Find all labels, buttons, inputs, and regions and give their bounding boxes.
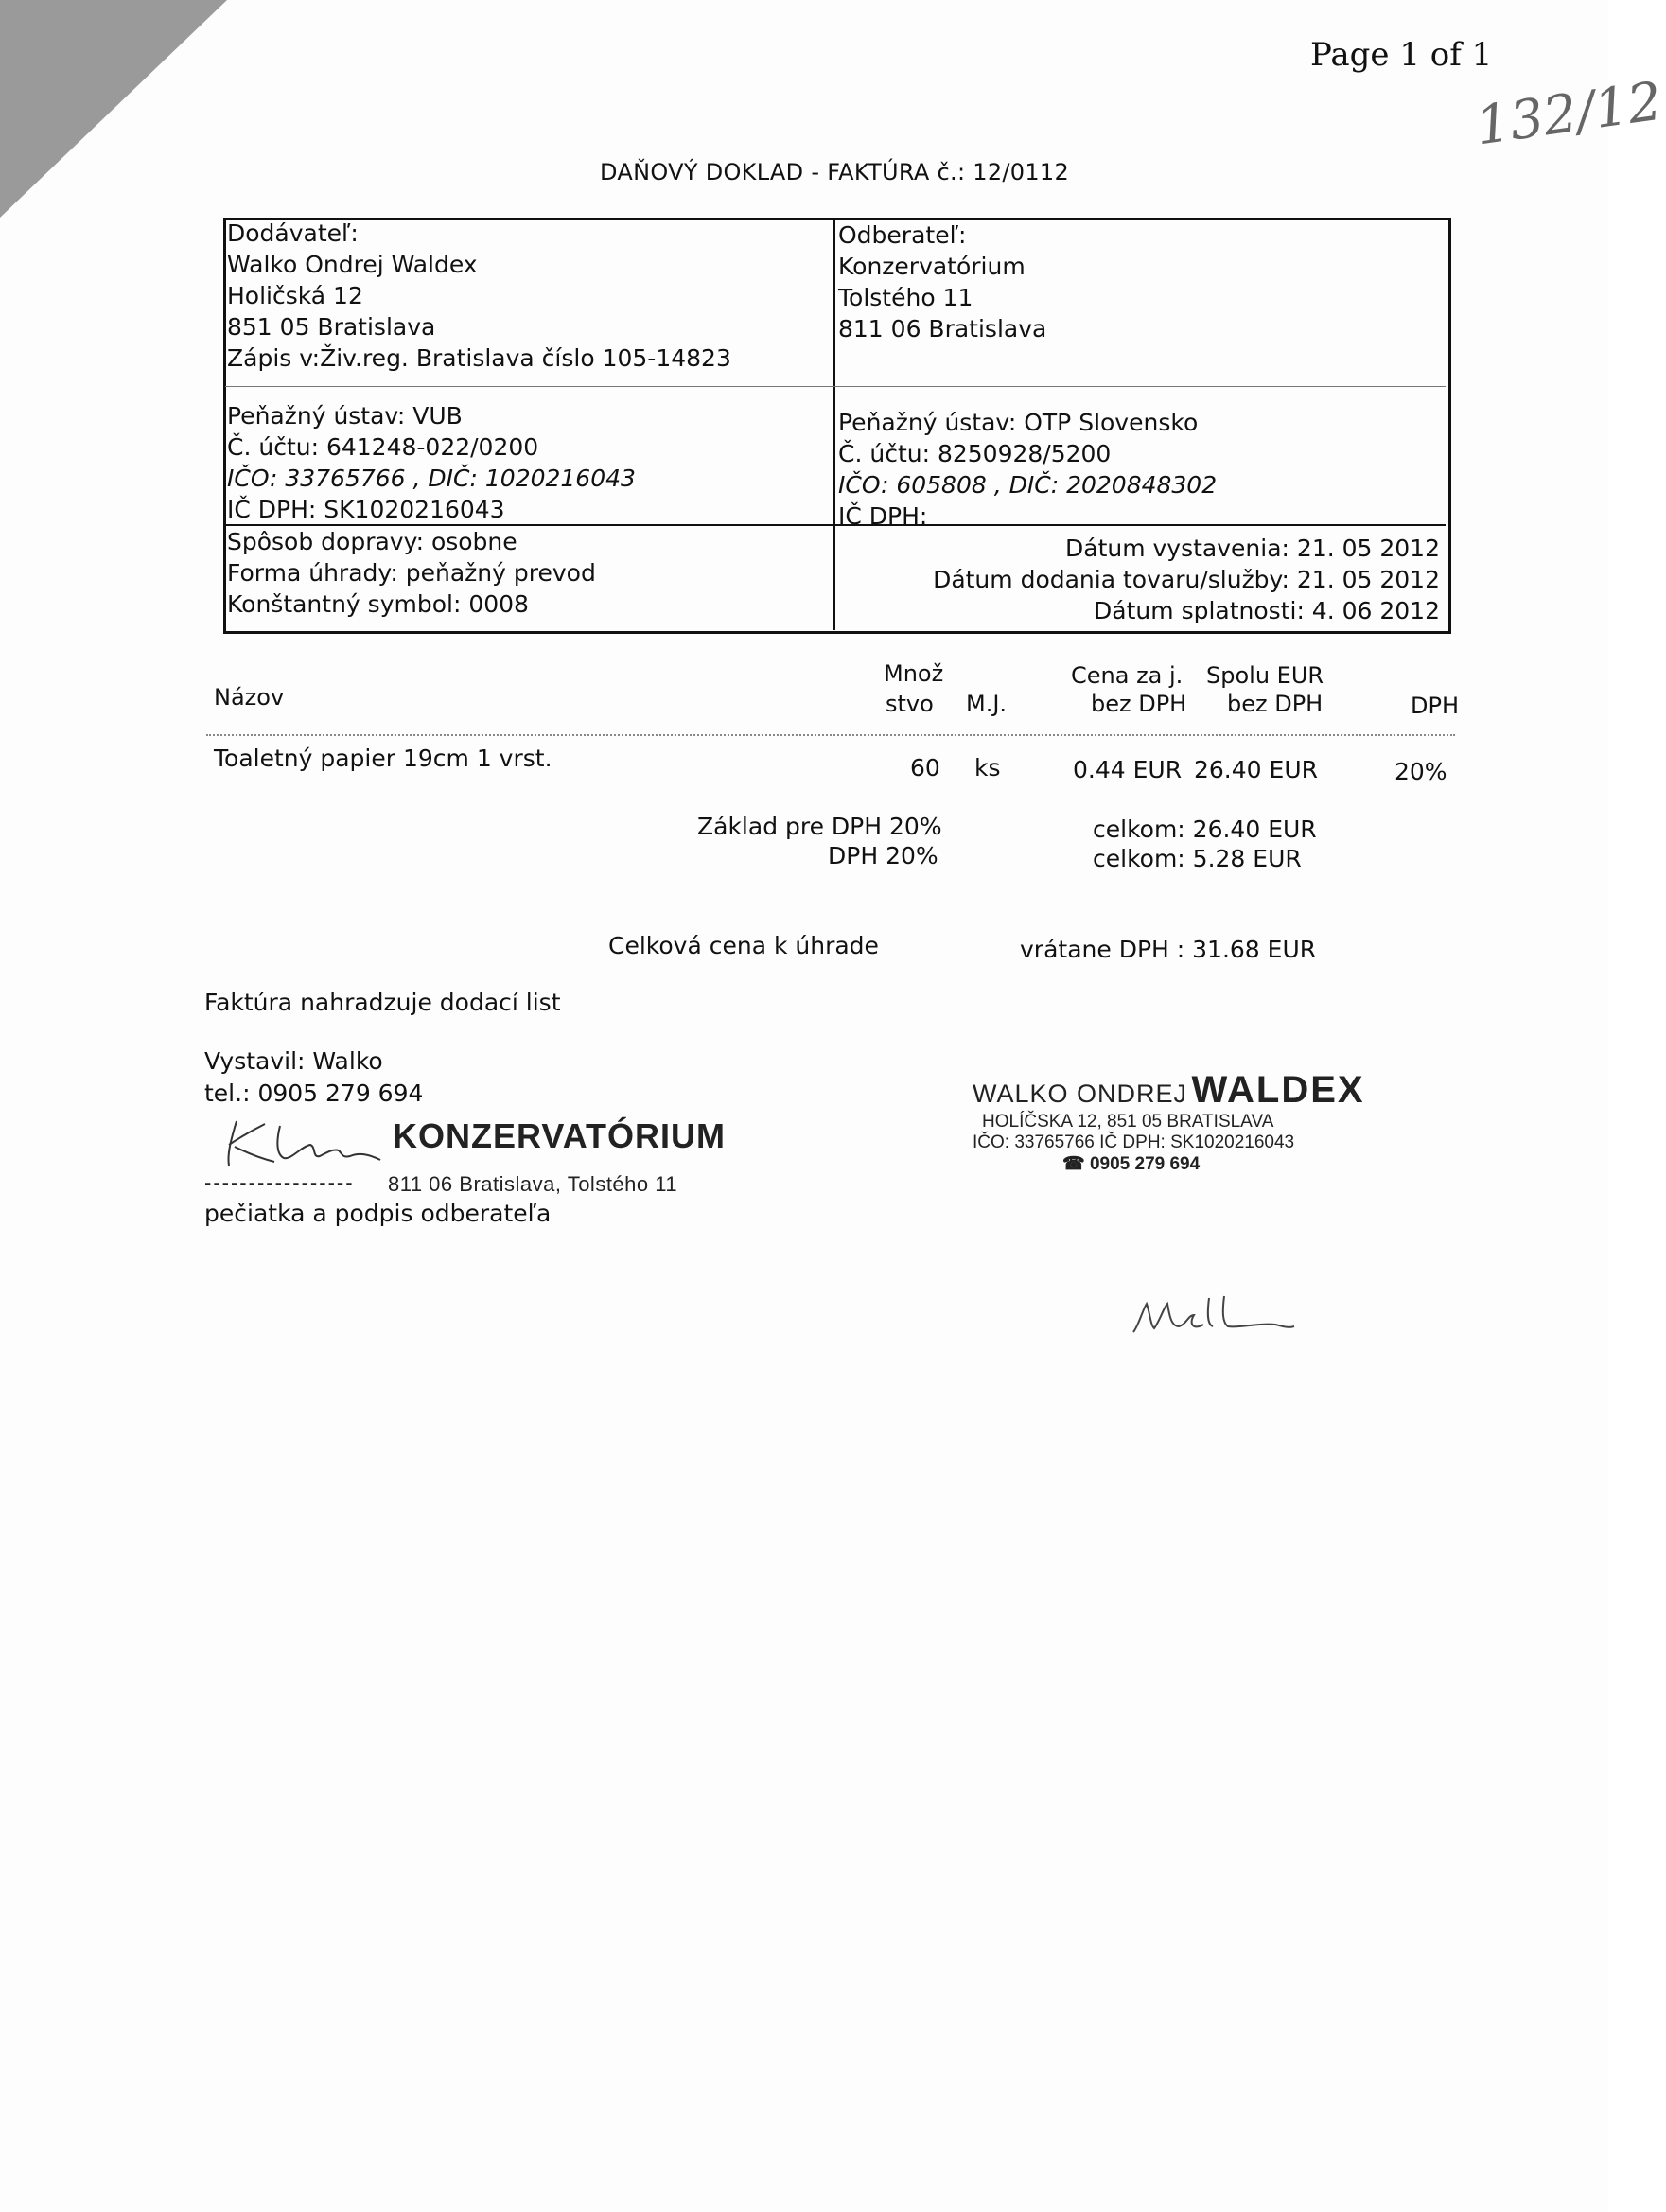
customer-city: 811 06 Bratislava <box>838 315 1047 342</box>
issue-date: Dátum vystavenia: 21. 05 2012 <box>1065 535 1440 562</box>
customer-bank-name: Peňažný ústav: OTP Slovensko <box>838 409 1199 436</box>
vat-total: celkom: 5.28 EUR <box>1093 845 1302 872</box>
supplier-stamp-line1 <box>973 1069 1365 1112</box>
col-header-qty-1: Množ <box>884 660 944 687</box>
col-header-name: Názov <box>214 684 285 711</box>
handwritten-number: 132/12 <box>1472 70 1666 158</box>
customer-ic-dph: IČ DPH: <box>838 502 928 530</box>
supplier-block <box>227 218 731 374</box>
customer-signature <box>218 1107 397 1173</box>
vat-base-label: Základ pre DPH 20% <box>697 813 942 840</box>
dates-block <box>880 533 1440 626</box>
supplier-bank-name: Peňažný ústav: VUB <box>227 402 463 430</box>
delivery-date: Dátum dodania tovaru/služby: 21. 05 2012 <box>933 566 1440 593</box>
customer-block <box>838 219 1046 344</box>
supplier-stamp-line3: IČO: 33765766 IČ DPH: SK1020216043 <box>973 1132 1295 1152</box>
supplier-street: Holičská 12 <box>227 282 363 309</box>
page-number: Page 1 of 1 <box>1310 36 1493 74</box>
phone-icon: ☎ <box>1062 1154 1085 1174</box>
col-header-price-2: bez DPH <box>1091 691 1187 717</box>
table-divider-1 <box>225 386 1446 387</box>
col-header-vat: DPH <box>1411 693 1459 719</box>
signature-line: ----------------- <box>204 1170 355 1194</box>
issuer-phone: tel.: 0905 279 694 <box>204 1080 424 1107</box>
supplier-stamp-line1-b: WALDEX <box>1191 1069 1365 1111</box>
supplier-stamp-line1-a: WALKO ONDREJ <box>973 1080 1188 1108</box>
transport-method: Spôsob dopravy: osobne <box>227 528 517 555</box>
col-header-total-2: bez DPH <box>1227 691 1324 717</box>
table-divider-vertical <box>833 219 835 630</box>
item-unit: ks <box>974 754 1001 781</box>
payment-block <box>227 526 596 620</box>
supplier-stamp-line4: 0905 279 694 <box>1089 1154 1201 1174</box>
customer-stamp-address: 811 06 Bratislava, Tolstého 11 <box>388 1172 678 1196</box>
supplier-bank-account: Č. účtu: 641248-022/0200 <box>227 433 539 461</box>
supplier-name: Walko Ondrej Waldex <box>227 251 478 278</box>
item-price: 0.44 EUR <box>1073 756 1183 783</box>
col-header-price-1: Cena za j. <box>1071 662 1184 689</box>
item-qty: 60 <box>910 754 940 781</box>
supplier-heading: Dodávateľ: <box>227 219 359 247</box>
due-date: Dátum splatnosti: 4. 06 2012 <box>1094 597 1440 624</box>
col-header-unit: M.J. <box>966 691 1008 717</box>
supplier-signature <box>1126 1287 1315 1343</box>
supplier-registration: Zápis v:Živ.reg. Bratislava číslo 105-14823 <box>227 344 731 372</box>
customer-street: Tolstého 11 <box>838 284 973 311</box>
col-header-total-1: Spolu EUR <box>1206 662 1324 689</box>
grand-total-value: vrátane DPH : 31.68 EUR <box>1020 936 1317 963</box>
customer-name: Konzervatórium <box>838 253 1026 280</box>
item-vat: 20% <box>1394 758 1447 785</box>
supplier-ic-dph: IČ DPH: SK1020216043 <box>227 496 505 523</box>
folded-corner <box>0 0 227 218</box>
customer-ico-dic: IČO: 605808 , DIČ: 2020848302 <box>838 471 1218 499</box>
supplier-stamp-line2: HOLÍČSKA 12, 851 05 BRATISLAVA <box>982 1112 1274 1132</box>
issued-by: Vystavil: Walko <box>204 1047 383 1075</box>
supplier-ico-dic: IČO: 33765766 , DIČ: 1020216043 <box>227 465 636 492</box>
delivery-note: Faktúra nahradzuje dodací list <box>204 989 561 1016</box>
supplier-stamp-phone-row <box>1062 1153 1365 1175</box>
customer-bank-block <box>838 407 1217 532</box>
customer-heading: Odberateľ: <box>838 221 967 249</box>
col-header-qty-2: stvo <box>886 691 934 717</box>
payment-form: Forma úhrady: peňažný prevod <box>227 559 596 587</box>
supplier-bank-block <box>227 400 636 525</box>
signature-label: pečiatka a podpis odberateľa <box>204 1200 552 1227</box>
constant-symbol: Konštantný symbol: 0008 <box>227 590 529 618</box>
vat-base-total: celkom: 26.40 EUR <box>1093 816 1317 843</box>
supplier-stamp <box>973 1069 1365 1175</box>
vat-label: DPH 20% <box>828 842 938 869</box>
item-total: 26.40 EUR <box>1194 756 1318 783</box>
invoice-title: DAŇOVÝ DOKLAD - FAKTÚRA č.: 12/0112 <box>600 159 1070 185</box>
grand-total-label: Celková cena k úhrade <box>608 932 879 959</box>
customer-stamp-name: KONZERVATÓRIUM <box>393 1116 726 1155</box>
customer-bank-account: Č. účtu: 8250928/5200 <box>838 440 1112 467</box>
supplier-city: 851 05 Bratislava <box>227 313 436 341</box>
table-header-separator <box>206 734 1455 736</box>
item-name: Toaletný papier 19cm 1 vrst. <box>214 745 552 772</box>
